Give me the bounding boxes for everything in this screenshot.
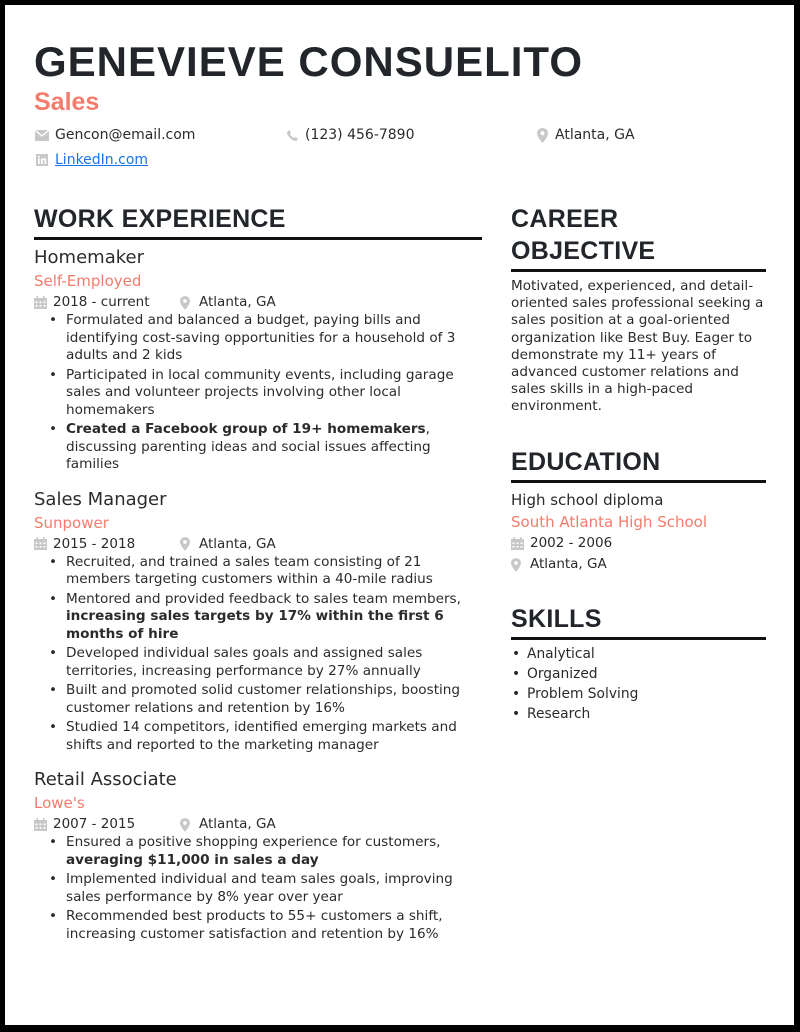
job-meta (34, 292, 482, 312)
bullet-item: • Recommended best products to 55+ customers a shift, increasing customer satisfaction and retention by 16% (46, 908, 482, 943)
phone-text: (123) 456-7890 (305, 127, 415, 143)
education-dates-row (511, 533, 766, 554)
education-location: Atlanta, GA (530, 555, 607, 572)
job-dates: 2015 - 2018 (53, 535, 136, 552)
education-heading: EDUCATION (511, 446, 766, 483)
job-entry (34, 246, 482, 474)
job-bullets (34, 312, 482, 474)
resume-page (5, 5, 794, 1025)
contact-phone (285, 128, 415, 142)
right-column (511, 203, 766, 724)
skill-item: • Problem Solving (511, 684, 766, 704)
career-objective-text: Motivated, experienced, and detail-oriented sales professional seeking a sales position at a goal-oriented organization like Best Buy. Eager to demonstrate my 11+ years of advanced customer relations and sales skills in a high-paced environment. (511, 278, 764, 415)
calendar-icon (34, 537, 47, 550)
map-pin-icon (180, 537, 193, 550)
education-location-row (511, 554, 766, 575)
calendar-icon (511, 537, 524, 550)
skills-heading: SKILLS (511, 603, 766, 640)
job-entry (34, 488, 482, 755)
bullet-item: • Participated in local community events, including garage sales and volunteer projects involving other local homemakers (46, 367, 482, 420)
map-pin-icon (180, 818, 193, 831)
education-degree: High school diploma (511, 490, 664, 509)
skill-item: • Organized (511, 664, 766, 684)
location-text: Atlanta, GA (555, 127, 635, 143)
bullet-item: • Created a Facebook group of 19+ homemakers, discussing parenting ideas and social issues affecting families (46, 421, 482, 474)
calendar-icon (34, 296, 47, 309)
map-pin-icon (535, 128, 549, 142)
job-title: Homemaker (34, 247, 144, 268)
work-experience-heading: WORK EXPERIENCE (34, 203, 482, 240)
job-location: Atlanta, GA (199, 535, 276, 552)
job-company: Sunpower (34, 513, 109, 532)
job-title: Sales Manager (34, 488, 167, 510)
bullet-item: • Developed individual sales goals and assigned sales territories, increasing performance by 27% annually (46, 645, 482, 680)
skill-item: • Analytical (511, 644, 766, 664)
email-text: Gencon@email.com (55, 127, 196, 143)
linkedin-icon (35, 153, 49, 167)
candidate-name: GENEVIEVE CONSUELITO (34, 38, 583, 85)
phone-icon (285, 128, 299, 142)
job-entry (34, 768, 482, 943)
envelope-icon (35, 128, 49, 142)
map-pin-icon (180, 296, 193, 309)
job-bullets (34, 834, 482, 943)
bullet-item: • Studied 14 competitors, identified emerging markets and shifts and reported to the marketing manager (46, 719, 482, 754)
job-bullets (34, 554, 482, 755)
job-location: Atlanta, GA (199, 816, 276, 832)
bullet-item: • Ensured a positive shopping experience for customers, averaging $11,000 in sales a day (46, 834, 482, 869)
contact-location (535, 128, 635, 142)
left-column (34, 203, 482, 957)
education-school: South Atlanta High School (511, 512, 707, 531)
contact-email (35, 128, 195, 142)
job-company: Self-Employed (34, 272, 142, 290)
skill-item: • Research (511, 704, 766, 724)
skills-list (511, 644, 766, 724)
job-location: Atlanta, GA (199, 294, 276, 310)
bullet-item: • Recruited, and trained a sales team consisting of 21 members targeting customers within a 40-mile radius (46, 554, 482, 589)
job-meta (34, 814, 482, 834)
job-dates: 2018 - current (53, 294, 150, 310)
bullet-item: • Built and promoted solid customer relationships, boosting customer relations and retention by 16% (46, 682, 482, 717)
job-company: Lowe's (34, 794, 85, 812)
map-pin-icon (511, 558, 524, 571)
bullet-item: • Implemented individual and team sales goals, improving sales performance by 8% year over year (46, 871, 482, 906)
job-title: Retail Associate (34, 769, 177, 790)
calendar-icon (34, 818, 47, 831)
job-meta (34, 534, 482, 554)
contact-linkedin (35, 153, 148, 167)
career-objective-heading: CAREER OBJECTIVE (511, 203, 766, 272)
candidate-title: Sales (34, 88, 100, 116)
bullet-item: • Formulated and balanced a budget, paying bills and identifying cost-saving opportunities for a household of 3 adults and 2 kids (46, 312, 482, 365)
bullet-item: • Mentored and provided feedback to sales team members, increasing sales targets by 17% within the first 6 months of hire (46, 591, 482, 644)
education-dates: 2002 - 2006 (530, 534, 613, 551)
linkedin-link[interactable]: LinkedIn.com (55, 152, 149, 168)
job-dates: 2007 - 2015 (53, 816, 136, 832)
